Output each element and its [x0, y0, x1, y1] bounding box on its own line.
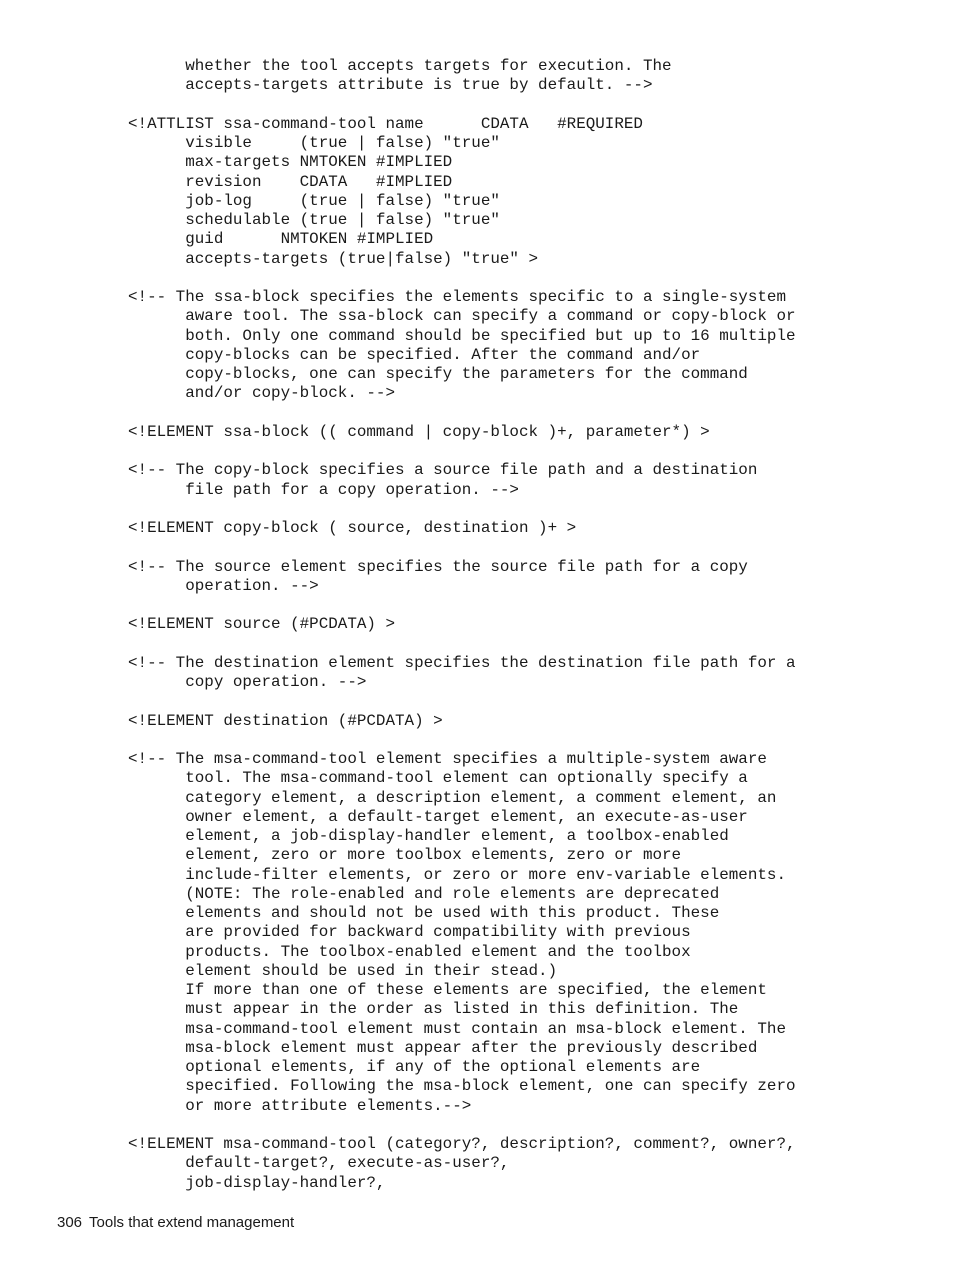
code-line: category element, a description element, a comment element, an [128, 788, 777, 807]
code-line: element, zero or more toolbox elements, zero or more [128, 846, 682, 865]
code-line: job-display-handler?, [128, 1173, 386, 1192]
code-line: schedulable (true | false) "true" [128, 211, 500, 229]
code-line: include-filter elements, or zero or more env-variable elements. [128, 865, 786, 884]
code-line: optional elements, if any of the optional elements are [128, 1058, 701, 1076]
code-line: <!-- The destination element specifies the destination file path for a [128, 653, 796, 672]
code-line: <!ELEMENT msa-command-tool (category?, description?, comment?, owner?, [128, 1135, 796, 1153]
code-line: must appear in the order as listed in this definition. The [128, 1000, 739, 1019]
code-line: file path for a copy operation. --> [128, 480, 519, 499]
code-line [128, 500, 928, 519]
code-line: visible (true | false) "true" [128, 134, 500, 152]
code-line: max-targets NMTOKEN #IMPLIED [128, 153, 453, 172]
code-line [128, 596, 928, 615]
code-line [128, 635, 928, 654]
code-line: element should be used in their stead.) [128, 961, 558, 980]
code-line [128, 96, 928, 115]
code-line: job-log (true | false) "true" [128, 191, 500, 210]
code-line: both. Only one command should be specified but up to 16 multiple [128, 326, 796, 345]
code-line: msa-command-tool element must contain an msa-block element. The [128, 1019, 786, 1038]
code-line: or more attribute elements.--> [128, 1096, 472, 1115]
code-line: are provided for backward compatibility with previous [128, 923, 691, 942]
code-line: guid NMTOKEN #IMPLIED [128, 230, 434, 249]
code-line: specified. Following the msa-block element, one can specify zero [128, 1077, 796, 1096]
code-line: copy-blocks, one can specify the parameters for the command [128, 365, 748, 383]
code-line [128, 442, 928, 461]
code-line: copy operation. --> [128, 673, 367, 691]
code-line: msa-block element must appear after the previously described [128, 1038, 758, 1057]
code-line: <!ELEMENT destination (#PCDATA) > [128, 711, 443, 730]
page-number: 306 [57, 1214, 83, 1231]
code-line [128, 538, 928, 557]
code-line: revision CDATA #IMPLIED [128, 172, 453, 191]
footer-section-title: Tools that extend management [89, 1214, 295, 1231]
code-line: accepts-targets (true|false) "true" > [128, 249, 539, 268]
code-line: copy-blocks can be specified. After the command and/or [128, 345, 701, 364]
code-line [128, 404, 928, 423]
code-line [128, 731, 928, 750]
page-footer [57, 1214, 294, 1231]
code-line [128, 269, 928, 288]
code-line: <!ELEMENT source (#PCDATA) > [128, 615, 396, 634]
code-line: <!-- The copy-block specifies a source file path and a destination [128, 461, 758, 480]
code-listing [128, 57, 928, 1193]
code-line: <!ATTLIST ssa-command-tool name CDATA #REQUIRED [128, 114, 643, 133]
code-line [128, 1116, 928, 1135]
code-line: accepts-targets attribute is true by default. --> [128, 76, 653, 95]
code-line: and/or copy-block. --> [128, 384, 396, 403]
code-line: (NOTE: The role-enabled and role elements are deprecated [128, 884, 720, 903]
code-line: <!-- The msa-command-tool element specifies a multiple-system aware [128, 750, 767, 768]
code-line: <!-- The ssa-block specifies the elements specific to a single-system [128, 288, 786, 306]
code-line: default-target?, execute-as-user?, [128, 1154, 510, 1173]
code-line: <!-- The source element specifies the source file path for a copy [128, 557, 748, 576]
code-line: element, a job-display-handler element, a toolbox-enabled [128, 827, 729, 845]
code-line [128, 692, 928, 711]
code-line: If more than one of these elements are specified, the element [128, 981, 767, 999]
code-line: aware tool. The ssa-block can specify a command or copy-block or [128, 307, 796, 326]
code-line: operation. --> [128, 576, 319, 595]
code-line: products. The toolbox-enabled element and the toolbox [128, 942, 691, 961]
code-line: <!ELEMENT copy-block ( source, destination )+ > [128, 519, 577, 537]
code-line: elements and should not be used with this product. These [128, 904, 720, 922]
code-line: tool. The msa-command-tool element can optionally specify a [128, 769, 748, 788]
code-line: whether the tool accepts targets for execution. The [128, 57, 672, 75]
code-line: <!ELEMENT ssa-block (( command | copy-block )+, parameter*) > [128, 422, 710, 441]
code-line: owner element, a default-target element, an execute-as-user [128, 807, 748, 826]
